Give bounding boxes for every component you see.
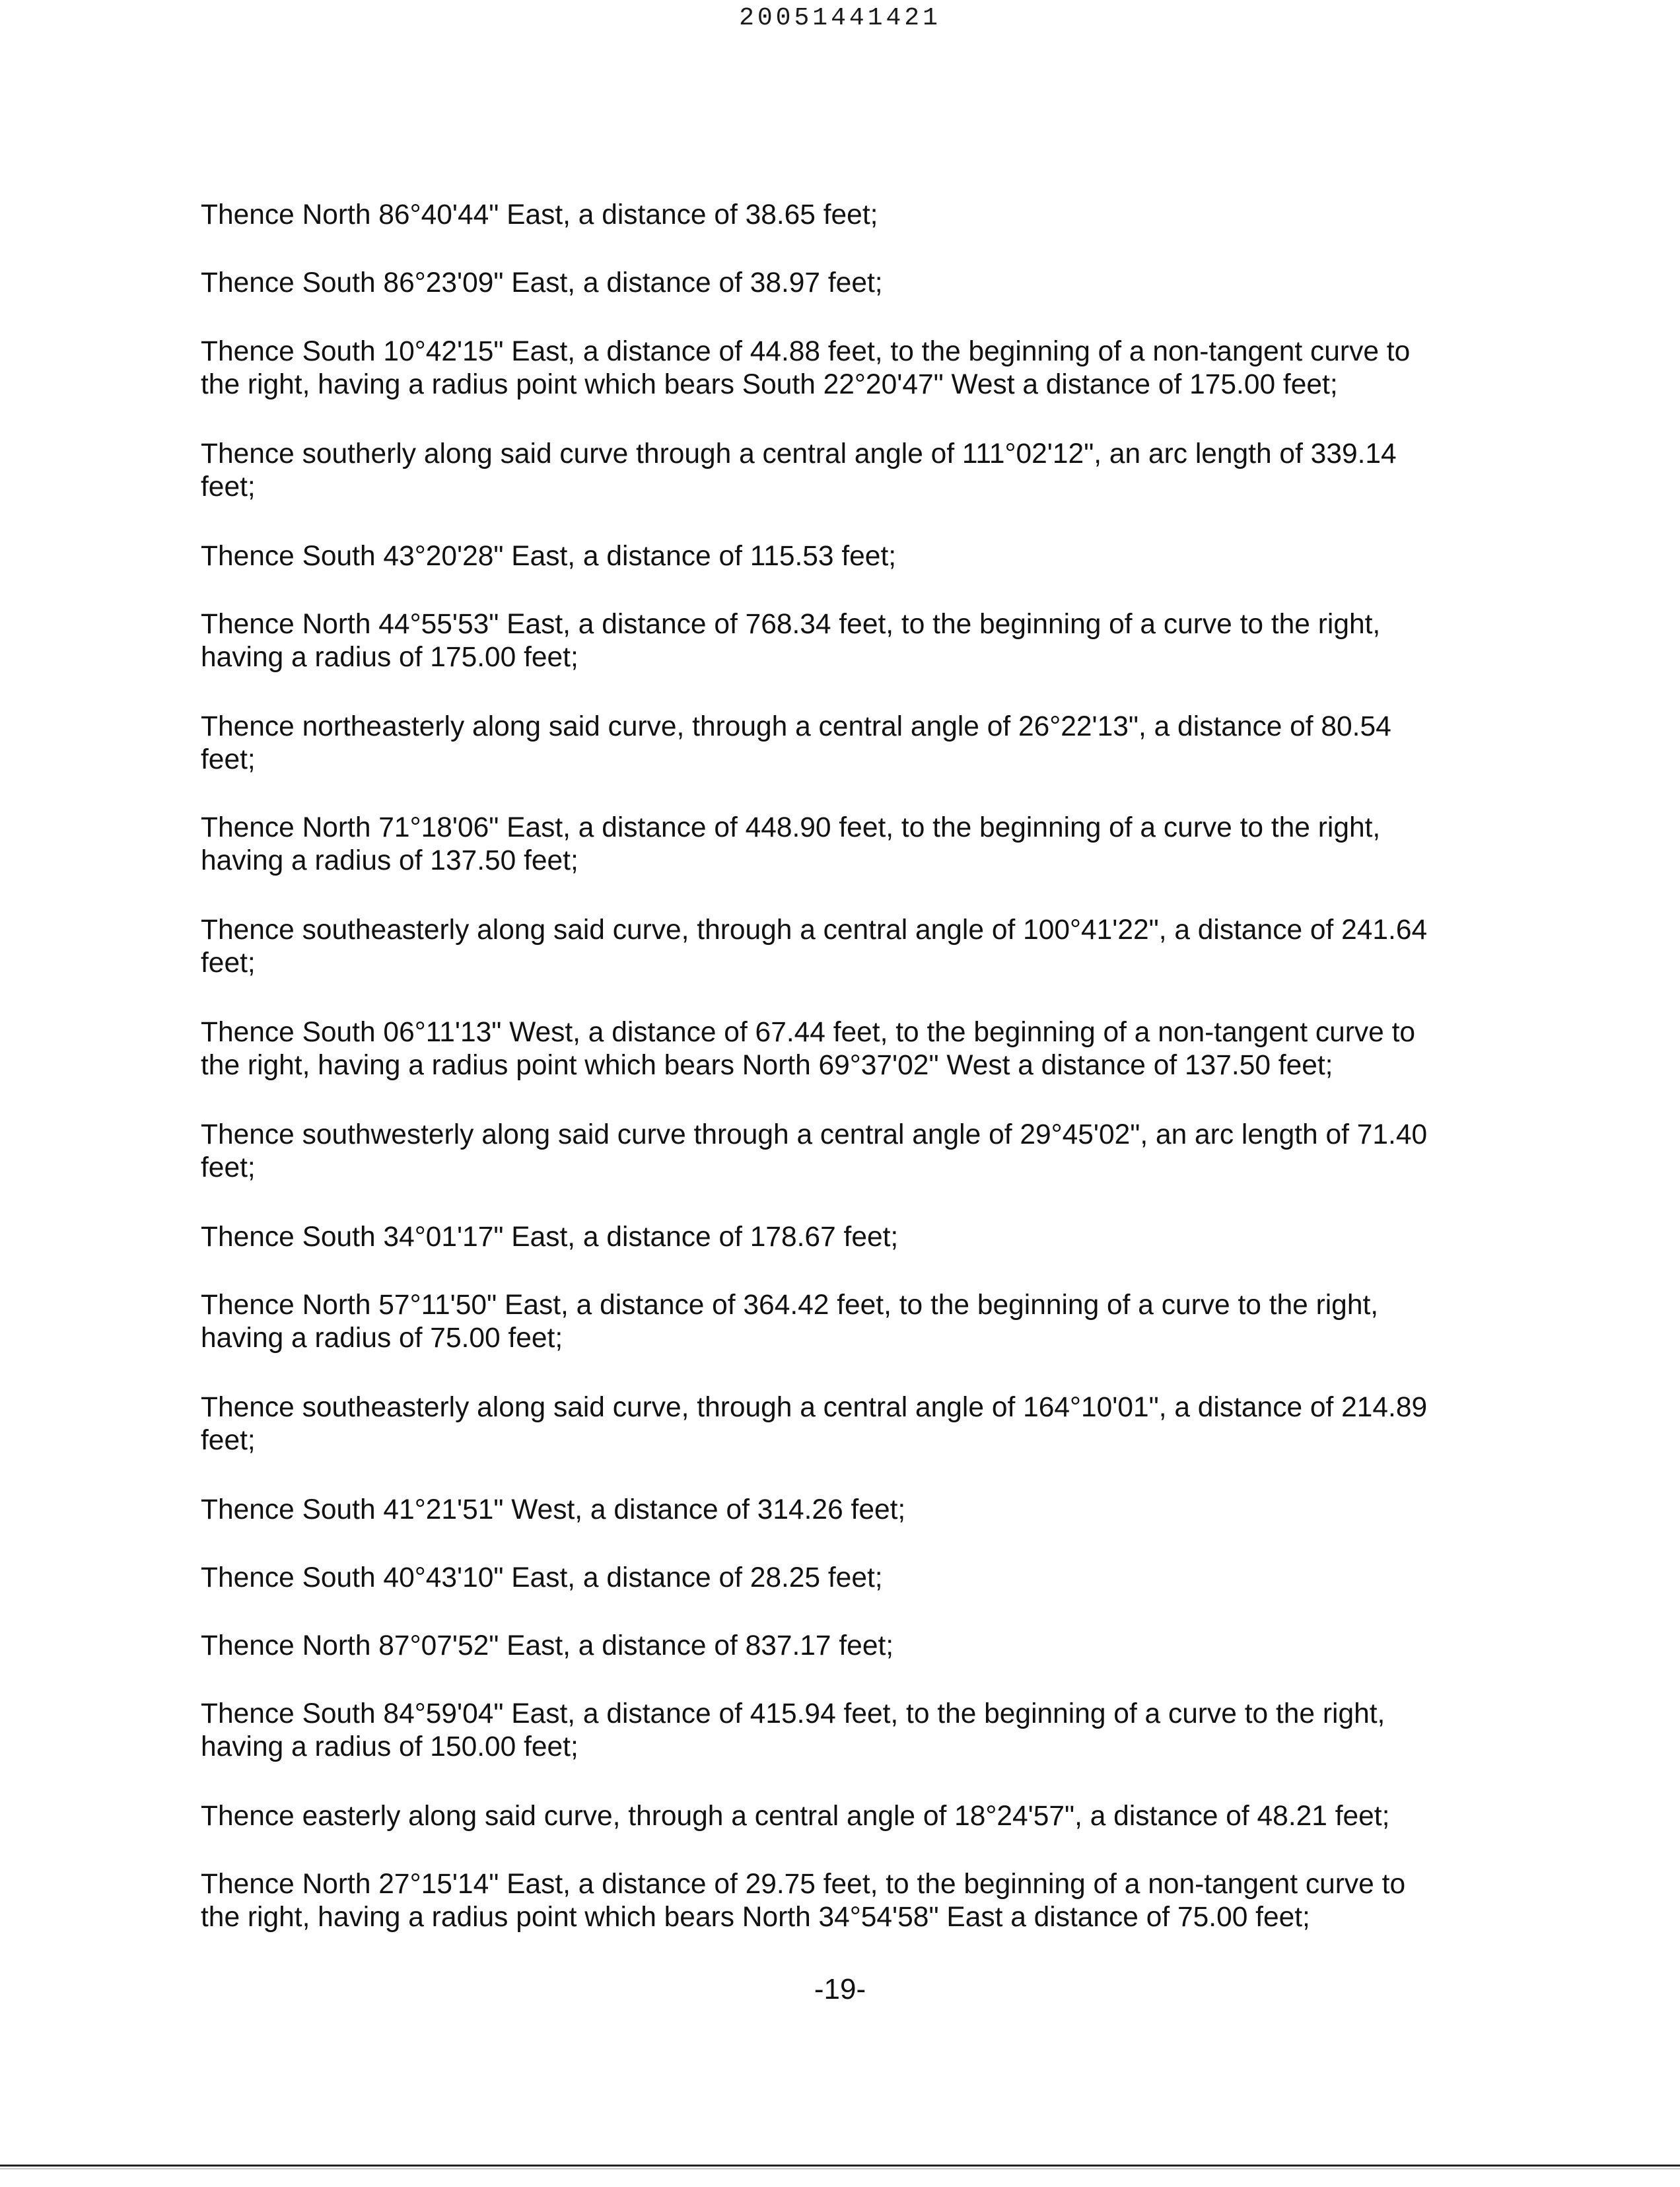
course-paragraph: Thence South 41°21'51" West, a distance of 314.26 feet; — [201, 1494, 906, 1525]
course-paragraph: Thence North 71°18'06" East, a distance of 448.90 feet, to the beginning of a curve to the right, having a radius of 137.50 feet; — [201, 812, 1381, 876]
course-paragraph: Thence southwesterly along said curve through a central angle of 29°45'02", an arc length of 71.40 feet; — [201, 1119, 1428, 1183]
course-paragraph: Thence South 86°23'09" East, a distance of 38.97 feet; — [201, 267, 883, 298]
course-paragraph: Thence South 06°11'13" West, a distance of 67.44 feet, to the beginning of a non-tangent curve to the right, having a radius point which bears North 69°37'02" West a distance of 137.50 feet; — [201, 1017, 1416, 1081]
course-paragraph: Thence South 40°43'10" East, a distance of 28.25 feet; — [201, 1562, 883, 1593]
page-number: -19- — [814, 1973, 866, 2005]
course-paragraph: Thence South 84°59'04" East, a distance of 415.94 feet, to the beginning of a curve to the right, having a radius of 150.00 feet; — [201, 1698, 1385, 1762]
course-paragraph: Thence South 34°01'17" East, a distance of 178.67 feet; — [201, 1222, 899, 1253]
course-paragraph: Thence North 27°15'14" East, a distance of 29.75 feet, to the beginning of a non-tangent curve to the right, having a radius point which bears North 34°54'58" East a distance of 75.00 feet; — [201, 1869, 1406, 1933]
course-paragraph: Thence North 57°11'50" East, a distance of 364.42 feet, to the beginning of a curve to the right, having a radius of 75.00 feet; — [201, 1290, 1379, 1354]
course-paragraph: Thence South 10°42'15" East, a distance of 44.88 feet, to the beginning of a non-tangent curve to the right, having a radius point which bears South 22°20'47" West a distance of 175.00 feet; — [201, 336, 1411, 400]
bottom-rule — [0, 2165, 1680, 2167]
course-paragraph: Thence North 86°40'44" East, a distance of 38.65 feet; — [201, 199, 878, 230]
document-number: 20051441421 — [739, 4, 941, 32]
course-paragraph: Thence southeasterly along said curve, through a central angle of 164°10'01", a distance of 214.89 feet; — [201, 1392, 1428, 1456]
course-paragraph: Thence northeasterly along said curve, through a central angle of 26°22'13", a distance of 80.54 feet; — [201, 711, 1391, 775]
course-paragraph: Thence North 87°07'52" East, a distance of 837.17 feet; — [201, 1630, 894, 1661]
course-paragraph: Thence South 43°20'28" East, a distance of 115.53 feet; — [201, 541, 897, 572]
course-paragraph: Thence North 44°55'53" East, a distance of 768.34 feet, to the beginning of a curve to the right, having a radius of 175.00 feet; — [201, 609, 1381, 673]
course-paragraph: Thence easterly along said curve, through a central angle of 18°24'57", a distance of 48.21 feet; — [201, 1801, 1390, 1832]
course-paragraph: Thence southeasterly along said curve, through a central angle of 100°41'22", a distance of 241.64 feet; — [201, 915, 1428, 979]
course-paragraph: Thence southerly along said curve through a central angle of 111°02'12", an arc length of 339.14 feet; — [201, 438, 1397, 503]
